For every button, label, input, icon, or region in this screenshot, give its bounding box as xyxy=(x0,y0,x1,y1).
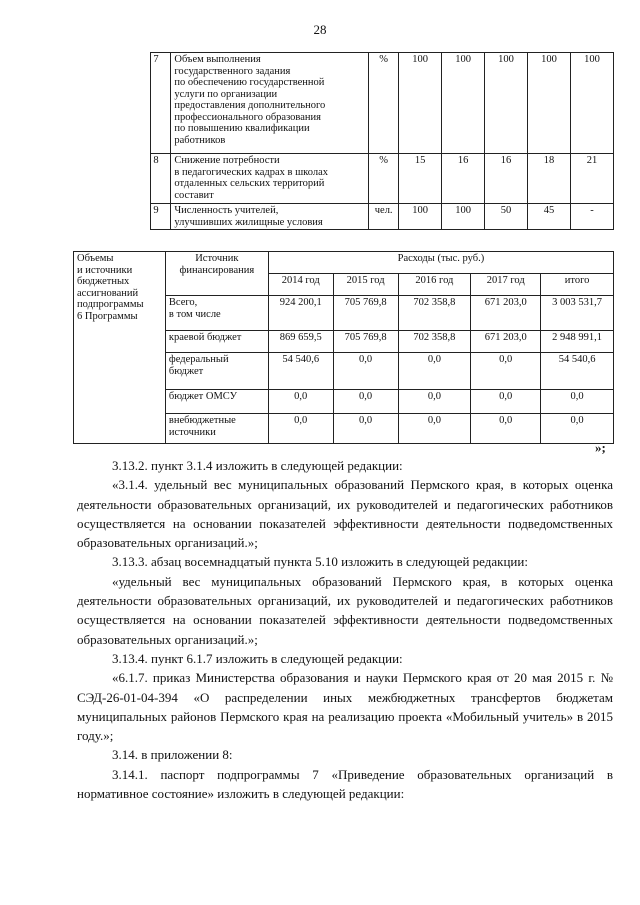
blank-cell xyxy=(73,53,151,154)
value-cell: 100 xyxy=(485,53,528,154)
value-cell: 100 xyxy=(442,204,485,230)
value-cell: 3 003 531,7 xyxy=(541,296,614,331)
body-text xyxy=(77,456,613,803)
indicator-name: Снижение потребности в педагогических кадрах в школах отдаленных сельских территорий составит xyxy=(171,154,369,204)
value-cell: 0,0 xyxy=(398,414,471,444)
source-header: Источник финансирования xyxy=(165,252,268,296)
unit-cell: % xyxy=(369,154,399,204)
indicators-table xyxy=(73,52,614,230)
value-cell: 100 xyxy=(399,53,442,154)
value-cell: 671 203,0 xyxy=(471,331,541,353)
row-number: 7 xyxy=(151,53,171,154)
value-cell: 100 xyxy=(528,53,571,154)
value-cell: 705 769,8 xyxy=(333,331,398,353)
paragraph: 3.13.2. пункт 3.1.4 изложить в следующей редакции: xyxy=(112,458,403,473)
value-cell: 100 xyxy=(442,53,485,154)
value-cell: 2 948 991,1 xyxy=(541,331,614,353)
value-cell: 869 659,5 xyxy=(268,331,333,353)
paragraph: 3.14.1. паспорт подпрограммы 7 «Приведение образовательных организаций в нормативное состояние» изложить в следующей редакции: xyxy=(77,766,613,802)
value-cell: 16 xyxy=(442,154,485,204)
table-row xyxy=(73,204,614,230)
year-header: 2014 год xyxy=(268,274,333,296)
value-cell: 18 xyxy=(528,154,571,204)
value-cell: 0,0 xyxy=(541,414,614,444)
value-cell: 0,0 xyxy=(471,353,541,390)
year-header: 2017 год xyxy=(471,274,541,296)
value-cell: - xyxy=(570,204,613,230)
blank-cell xyxy=(73,154,151,204)
paragraph: 3.14. в приложении 8: xyxy=(112,747,233,763)
indicator-name: Численность учителей, улучшивших жилищные условия xyxy=(171,204,369,230)
value-cell: 0,0 xyxy=(333,414,398,444)
header-row xyxy=(74,252,614,274)
value-cell: 54 540,6 xyxy=(268,353,333,390)
value-cell: 54 540,6 xyxy=(541,353,614,390)
expenses-header: Расходы (тыс. руб.) xyxy=(268,252,613,274)
value-cell: 0,0 xyxy=(398,353,471,390)
paragraph: «6.1.7. приказ Министерства образования и науки Пермского края от 20 мая 2015 г. № СЭД-26-01-04-394 «О распределении иных межбюджетных трансфертов бюджетам муниципальных районов Пермского края на реализацию проекта «Мобильный учитель» в 2015 году.»; xyxy=(77,670,613,744)
row-number: 9 xyxy=(151,204,171,230)
budget-table xyxy=(73,251,614,444)
paragraph: 3.13.3. абзац восемнадцатый пункта 5.10 изложить в следующей редакции: xyxy=(112,554,528,570)
value-cell: 0,0 xyxy=(268,390,333,414)
value-cell: 100 xyxy=(570,53,613,154)
value-cell: 0,0 xyxy=(333,390,398,414)
year-header: 2015 год xyxy=(333,274,398,296)
unit-cell: чел. xyxy=(369,204,399,230)
value-cell: 21 xyxy=(570,154,613,204)
page-number: 28 xyxy=(313,22,327,37)
value-cell: 15 xyxy=(399,154,442,204)
source-cell: внебюджетные источники xyxy=(165,414,268,444)
value-cell: 0,0 xyxy=(471,414,541,444)
value-cell: 45 xyxy=(528,204,571,230)
source-cell: краевой бюджет xyxy=(165,331,268,353)
value-cell: 0,0 xyxy=(471,390,541,414)
value-cell: 16 xyxy=(485,154,528,204)
value-cell: 0,0 xyxy=(541,390,614,414)
indicator-name: Объем выполнения государственного задания по обеспечению государственной услуги по организации предоставления дополнительного профессионального образования по повышению квалификации работников xyxy=(171,53,369,154)
value-cell: 924 200,1 xyxy=(268,296,333,331)
table-row xyxy=(73,154,614,204)
paragraph: «3.1.4. удельный вес муниципальных образований Пермского края, в которых оценка деятельности образовательных организаций, их руководителей и педагогических работников осуществляется на основании показателей эффективности деятельности подведомственных образовательных организаций.»; xyxy=(77,477,613,551)
value-cell: 705 769,8 xyxy=(333,296,398,331)
paragraph: 3.13.4. пункт 6.1.7 изложить в следующей редакции: xyxy=(112,650,403,666)
row-number: 8 xyxy=(151,154,171,204)
value-cell: 671 203,0 xyxy=(471,296,541,331)
unit-cell: % xyxy=(369,53,399,154)
value-cell: 0,0 xyxy=(398,390,471,414)
blank-cell xyxy=(73,204,151,230)
paragraph: «удельный вес муниципальных образований Пермского края, в которых оценка деятельности образовательных организаций, их руководителей и педагогических работников осуществляется на основании показателей эффективности деятельности подведомственных образовательных организаций.»; xyxy=(77,573,613,647)
source-cell: Всего, в том числе xyxy=(165,296,268,331)
value-cell: 0,0 xyxy=(268,414,333,444)
value-cell: 702 358,8 xyxy=(398,296,471,331)
year-header: итого xyxy=(541,274,614,296)
source-cell: федеральный бюджет xyxy=(165,353,268,390)
table-label: Объемы и источники бюджетных ассигнований подпрограммы 6 Программы xyxy=(74,252,166,444)
source-cell: бюджет ОМСУ xyxy=(165,390,268,414)
value-cell: 50 xyxy=(485,204,528,230)
value-cell: 702 358,8 xyxy=(398,331,471,353)
year-header: 2016 год xyxy=(398,274,471,296)
value-cell: 100 xyxy=(399,204,442,230)
table-row xyxy=(73,53,614,154)
closing-quote: »; xyxy=(595,440,606,455)
value-cell: 0,0 xyxy=(333,353,398,390)
